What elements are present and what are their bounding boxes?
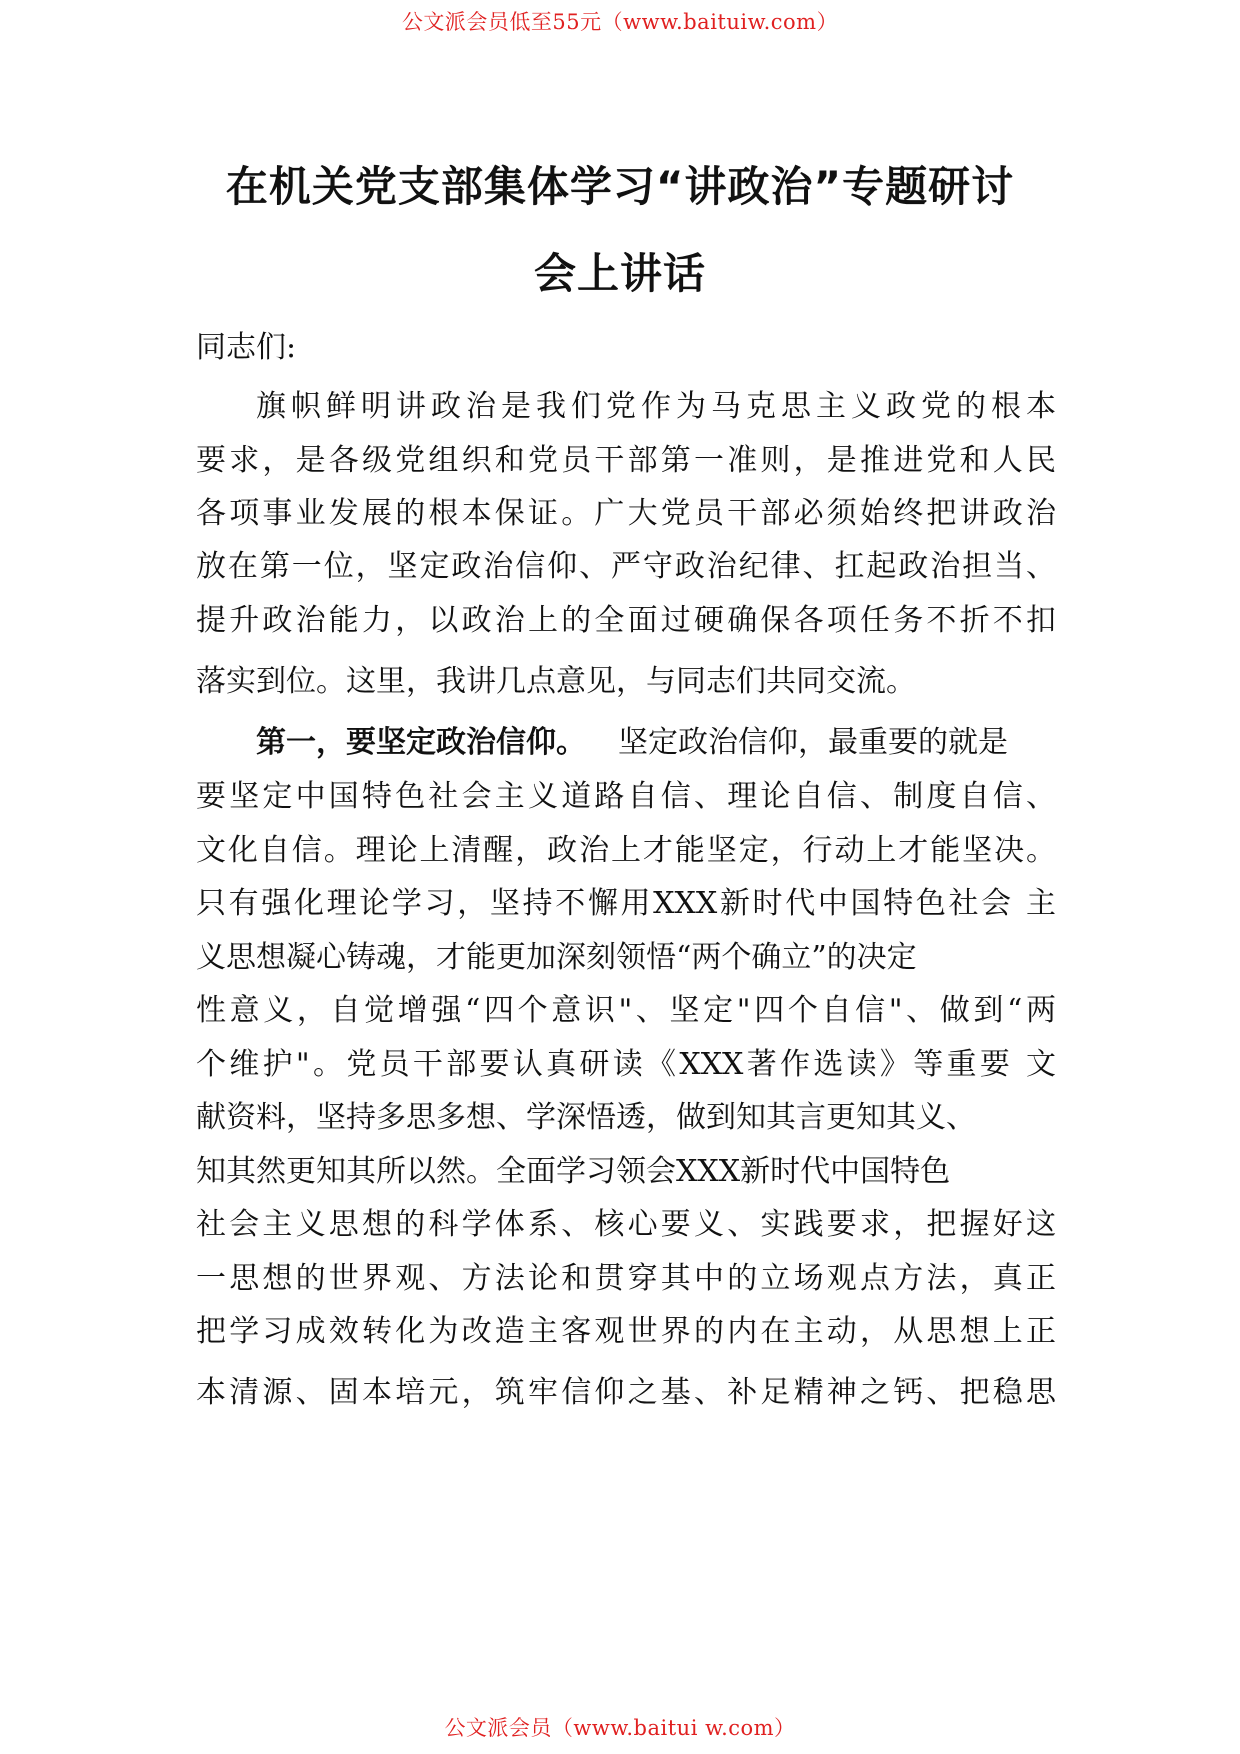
- paragraph-line: 放在第一位，坚定政治信仰、严守政治纪律、扛起政治担当、: [196, 549, 1056, 584]
- section-1-first-line: [256, 723, 1056, 763]
- paragraph-line: 各项事业发展的根本保证。广大党员干部必须始终把讲政治: [196, 496, 1056, 531]
- paragraph-line: 性意义，自觉增强“四个意识"、坚定"四个自信"、做到“两: [196, 993, 1056, 1028]
- paragraph-line: 知其然更知其所以然。全面学习领会XXX新时代中国特色: [196, 1154, 951, 1189]
- paragraph-line: 文化自信。理论上清醒，政治上才能坚定，行动上才能坚决。: [196, 833, 1056, 868]
- section-1-lead: 坚定政治信仰，最重要的就是: [618, 725, 1008, 760]
- paragraph-line: 社会主义思想的科学体系、核心要义、实践要求，把握好这: [196, 1207, 1056, 1242]
- header-banner: 公文派会员低至55元（www.baituiw.com）: [401, 10, 839, 34]
- section-1-heading: 第一，要坚定政治信仰。: [256, 725, 586, 760]
- paragraph-line: 提升政治能力，以政治上的全面过硬确保各项任务不折不扣: [196, 603, 1056, 638]
- footer-banner: 公文派会员（www.baitui w.com）: [444, 1716, 796, 1740]
- document-title-line1: 在机关党支部集体学习“讲政治”专题研讨: [225, 162, 1015, 211]
- paragraph-line: 本清源、固本培元，筑牢信仰之基、补足精神之钙、把稳思: [196, 1375, 1056, 1410]
- paragraph-line: 献资料，坚持多思多想、学深悟透，做到知其言更知其义、: [196, 1100, 976, 1135]
- document-title-line2: 会上讲话: [533, 249, 706, 298]
- paragraph-line: 旗帜鲜明讲政治是我们党作为马克思主义政党的根本: [256, 389, 1056, 424]
- paragraph-line: 要坚定中国特色社会主义道路自信、理论自信、制度自信、: [196, 779, 1056, 814]
- paragraph-line: 个维护"。党员干部要认真研读《XXX著作选读》等重要 文: [196, 1047, 1056, 1082]
- paragraph-line: 要求，是各级党组织和党员干部第一准则，是推进党和人民: [196, 443, 1056, 478]
- salutation: 同志们:: [196, 330, 297, 365]
- paragraph-line: 落实到位。这里，我讲几点意见，与同志们共同交流。: [196, 664, 916, 699]
- paragraph-line: 只有强化理论学习，坚持不懈用XXX新时代中国特色社会 主: [196, 886, 1056, 921]
- paragraph-line: 义思想凝心铸魂，才能更加深刻领悟“两个确立”的决定: [196, 940, 917, 975]
- paragraph-line: 把学习成效转化为改造主客观世界的内在主动，从思想上正: [196, 1314, 1056, 1349]
- paragraph-line: 一思想的世界观、方法论和贯穿其中的立场观点方法，真正: [196, 1261, 1056, 1296]
